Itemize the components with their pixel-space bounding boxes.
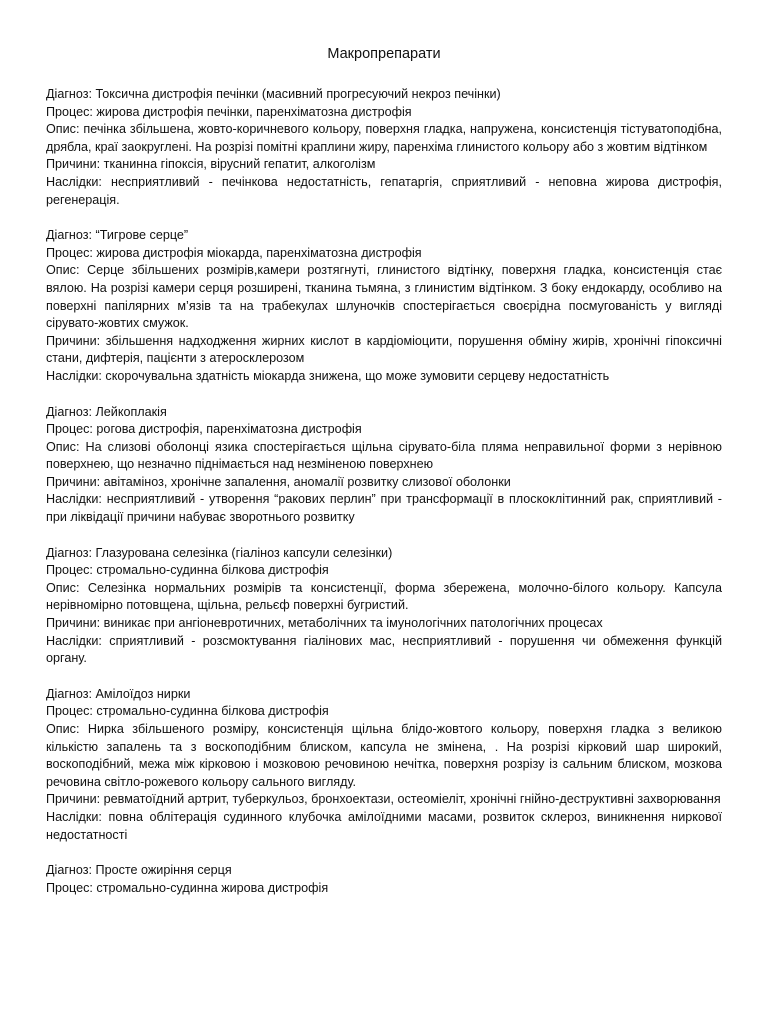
- entry-diagnosis: Діагноз: Токсична дистрофія печінки (масивний прогресуючий некроз печінки): [46, 87, 501, 101]
- entry-consequences: Наслідки: несприятливий - утворення “ракових перлин” при трансформації в плоскоклітинний рак, сприятливий - при ліквідації причини набуває зворотнього розвитку: [46, 492, 722, 525]
- entry-toxic-liver-dystrophy: [46, 86, 722, 209]
- entry-description: Опис: Селезінка нормальних розмірів та консистенції, форма збережена, молочно-білого кольору. Капсула нерівномірно потовщена, щільна, рельєф поверхні бугристий.: [46, 580, 722, 613]
- entry-glazed-spleen: [46, 545, 722, 668]
- entry-causes: Причини: збільшення надходження жирних кислот в кардіоміоцити, порушення обміну жирів, хронічні гіпоксичні стани, дифтерія, пацієнти з атеросклерозом: [46, 333, 722, 366]
- entry-causes: Причини: тканинна гіпоксія, вірусний гепатит, алкоголізм: [46, 157, 376, 172]
- entry-description: Опис: печінка збільшена, жовто-коричневого кольору, поверхня гладка, напружена, консистенція тістуватоподібна, дрябла, краї заокруглені. На розрізі помітні краплини жиру, паренхіма глинистого кольору або з жовтим відтінком: [46, 122, 722, 154]
- entry-process: Процес: стромально-судинна жирова дистрофія: [46, 880, 329, 895]
- entry-simple-heart-obesity: [46, 862, 722, 897]
- entry-description: Опис: Нирка збільшеного розміру, консистенція щільна блідо-жовтого кольору, поверхня гладка з великою кількістю запалень та з воскоподібним блиском, капсула не змінена, . На розрізі кірковий шар широкий, воскоподібний, межа між кірковою і мозковою речовиною нечітка, поверхня розрізу із сальним блиском, мозкова речовина світло-рожевого кольору сального вигляду.: [46, 722, 722, 789]
- entry-diagnosis: Діагноз: Просте ожиріння серця: [46, 863, 232, 878]
- entry-process: Процес: жирова дистрофія печінки, паренхіматозна дистрофія: [46, 104, 412, 119]
- entry-diagnosis: Діагноз: Глазурована селезінка (гіаліноз капсули селезінки): [46, 545, 393, 560]
- entry-description: Опис: Серце збільшених розмірів,камери розтягнуті, глинистого відтінку, поверхня гладка, консистенція стає вялою. На розрізі камери серця розширені, тканина тьмяна, з глинистим відтінком. З боку ендокарду, особливо на поверхні папілярних м’язів та на трабекулах шлуночків спостерігається своєрідна посмугованість у вигляді сірувато-жовтих смужок.: [46, 263, 722, 331]
- entry-tiger-heart: [46, 227, 722, 385]
- entry-consequences: Наслідки: сприятливий - розсмоктування гіалінових мас, несприятливий - порушення чи обмеження функцій органу.: [46, 633, 722, 666]
- entry-diagnosis: Діагноз: Лейкоплакія: [46, 404, 167, 419]
- entry-consequences: Наслідки: скорочувальна здатність міокарда знижена, що може зумовити серцеву недостатність: [46, 368, 610, 383]
- entry-leukoplakia: [46, 404, 722, 527]
- document-page: [46, 44, 722, 915]
- entry-kidney-amyloidosis: [46, 686, 722, 844]
- entry-diagnosis: Діагноз: “Тигрове серце”: [46, 228, 189, 243]
- entry-consequences: Наслідки: повна облітерація судинного клубочка амілоїдними масами, розвиток склероз, виникнення ниркової недостатності: [46, 809, 722, 842]
- entry-description: Опис: На слизові оболонці язика спостерігається щільна сірувато-біла пляма неправильної форми з нерівною поверхнею, що незначно піднімається над незміненою поверхнею: [46, 439, 722, 472]
- entry-process: Процес: стромально-судинна білкова дистрофія: [46, 563, 329, 578]
- entry-process: Процес: рогова дистрофія, паренхіматозна дистрофія: [46, 422, 362, 437]
- entry-causes: Причини: ревматоїдний артрит, туберкульоз, бронхоектази, остеоміеліт, хронічні гнійно-деструктивні захворювання: [46, 792, 721, 807]
- document-title: Макропрепарати: [327, 46, 441, 62]
- entry-consequences: Наслідки: несприятливий - печінкова недостатність, гепатаргія, сприятливий - неповна жирова дистрофія, регенерація.: [46, 174, 722, 207]
- entry-diagnosis: Діагноз: Амілоїдоз нирки: [46, 686, 191, 701]
- entry-causes: Причини: виникає при ангіоневротичних, метаболічних та імунологічних патологічних процесах: [46, 616, 603, 631]
- entry-causes: Причини: авітаміноз, хронічне запалення, аномалії розвитку слизової оболонки: [46, 474, 511, 489]
- entry-process: Процес: жирова дистрофія міокарда, паренхіматозна дистрофія: [46, 245, 422, 260]
- entry-process: Процес: стромально-судинна білкова дистрофія: [46, 704, 329, 719]
